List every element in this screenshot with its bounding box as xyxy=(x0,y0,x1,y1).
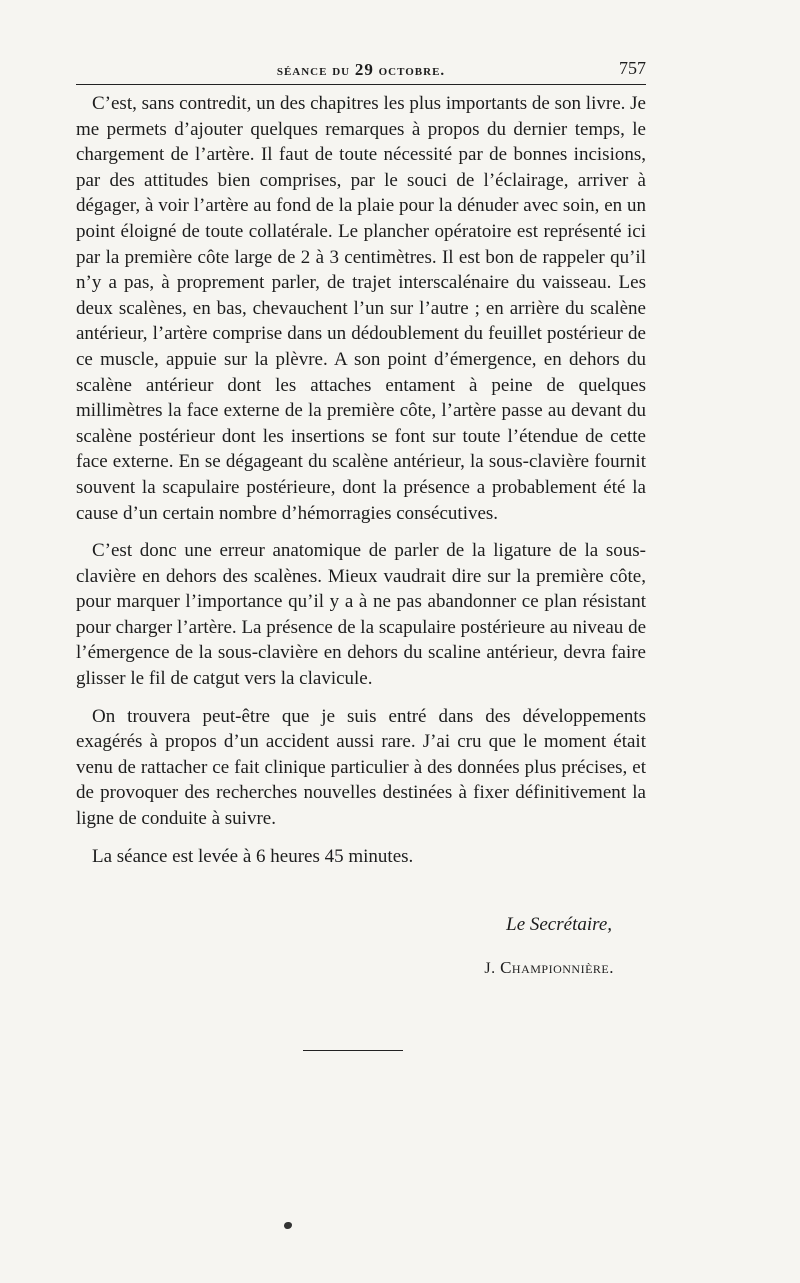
signature-name xyxy=(484,958,614,978)
body-text xyxy=(76,91,646,869)
running-title-prefix: séance du xyxy=(276,63,355,79)
ink-speck xyxy=(284,1222,292,1229)
end-rule xyxy=(303,1050,403,1051)
running-title-number: 29 xyxy=(354,60,374,79)
signature-role: Le Secrétaire, xyxy=(506,914,612,935)
paragraph-2: C’est donc une erreur anatomique de parler de la ligature de la sous-clavière en dehors des scalènes. Mieux vaudrait dire sur la première côte, pour marquer l’importance qu’il y a à ne pas abandonner ce plan résistant pour charger l’artère. La présence de la scapulaire postérieure au niveau de l’émergence de la sous-clavière en dehors du scaline antérieur, devra faire glisser le fil de catgut vers la clavicule. xyxy=(76,540,646,690)
running-title-suffix: octobre. xyxy=(373,63,446,79)
paragraph-4: La séance est levée à 6 heures 45 minutes. xyxy=(92,845,414,867)
signature-surname: Championnière. xyxy=(500,958,614,977)
running-title xyxy=(76,60,646,80)
running-header xyxy=(76,58,646,82)
signature-initial: J. xyxy=(484,960,501,977)
page-number: 757 xyxy=(619,58,646,78)
paragraph-3: On trouvera peut-être que je suis entré dans des développements exagérés à propos d’un accident aussi rare. J’ai cru que le moment était venu de rattacher ce fait clinique particulier à des données plus précises, et de provoquer des recherches nouvelles destinées à fixer définitivement la ligne de conduite à suivre. xyxy=(76,705,646,830)
paragraph-1: C’est, sans contredit, un des chapitres les plus importants de son livre. Je me permets d’ajouter quelques remarques à propos du dernier temps, le chargement de l’artère. Il faut de toute nécessité par de bonnes incisions, par des attitudes bien comprises, par le souci de l’éclairage, arriver à dégager, à voir l’artère au fond de la plaie pour la dénuder avec soin, en un point éloigné de toute collatérale. Le plancher opératoire est représenté ici par la première côte large de 2 à 3 centimètres. Il est bon de rappeler qu’il n’y a pas, à proprement parler, de trajet interscalénaire du vaisseau. Les deux scalènes, en bas, chevauchent l’un sur l’autre ; en arrière du scalène antérieur, l’artère comprise dans un dédoublement du feuillet postérieur de ce muscle, appuie sur la plèvre. A son point d’émergence, en dehors du scalène antérieur dont les attaches entament à peine de quelques millimètres la face externe de la première côte, l’artère passe au devant du scalène postérieur dont les insertions se font sur toute l’étendue de cette face externe. En se dégageant du scalène antérieur, la sous-clavière fournit souvent la scapulaire postérieure, dont la présence a probablement été la cause d’un certain nombre d’hémorragies consécutives. xyxy=(76,93,646,524)
header-rule xyxy=(76,84,646,85)
